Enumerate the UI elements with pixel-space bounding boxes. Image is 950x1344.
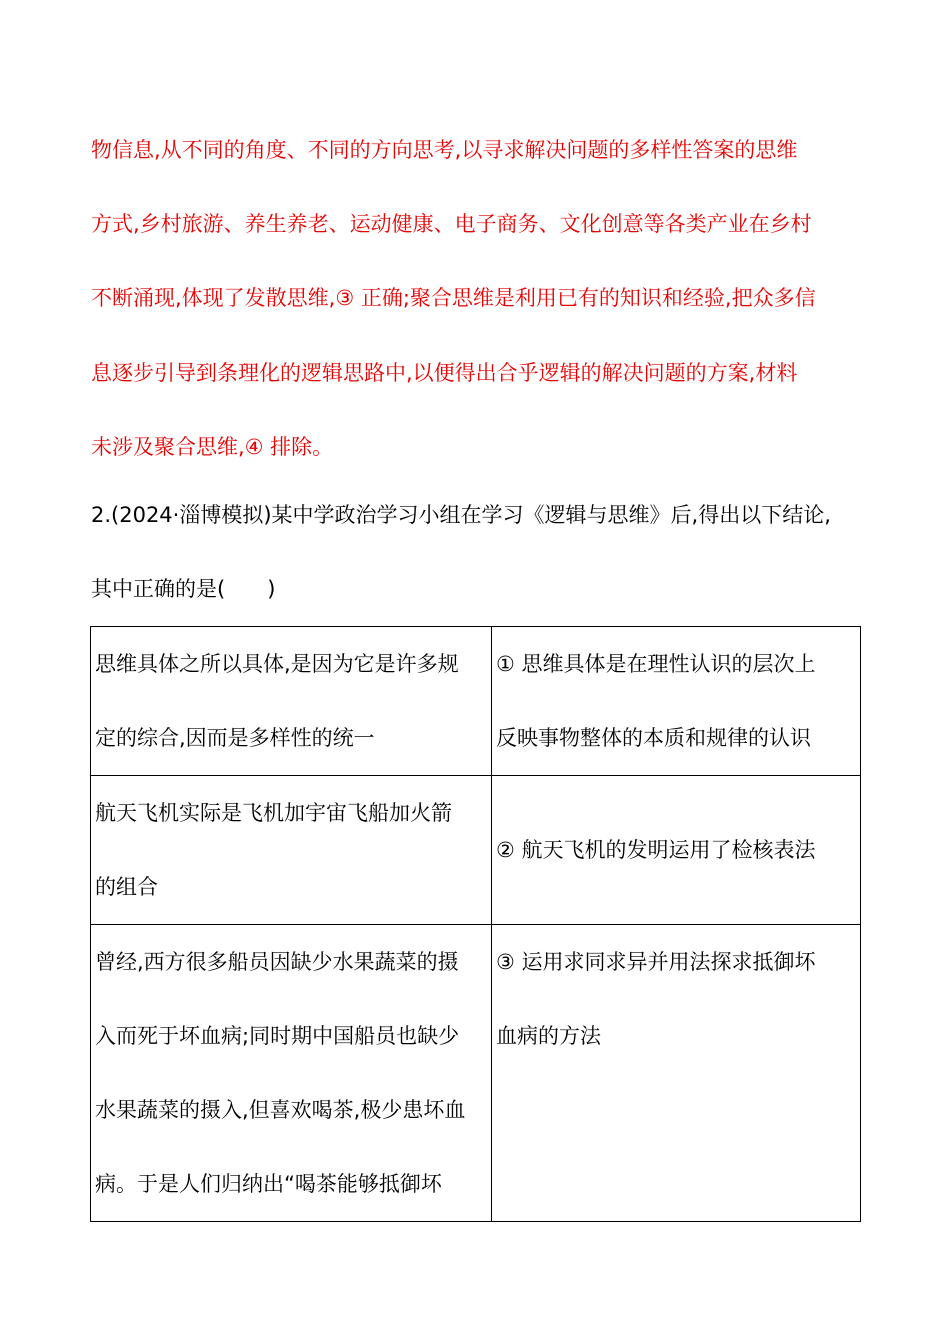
table-cell-left	[91, 627, 492, 776]
cell-text: 航天飞机实际是飞机加宇宙飞船加火箭	[95, 801, 452, 825]
cell-text: 病。于是人们归纳出“喝茶能够抵御坏	[95, 1172, 442, 1196]
cell-text: 反映事物整体的本质和规律的认识	[496, 726, 811, 750]
explanation-line: 方式,乡村旅游、养生养老、运动健康、电子商务、文化创意等各类产业在乡村	[91, 212, 812, 236]
cell-text: 的组合	[95, 875, 158, 899]
statement-table	[90, 626, 861, 1222]
table-cell-right	[492, 925, 861, 1222]
cell-text: 水果蔬菜的摄入,但喜欢喝茶,极少患坏血	[95, 1098, 466, 1122]
table-row	[91, 776, 861, 925]
cell-text: ② 航天飞机的发明运用了检核表法	[496, 838, 816, 862]
table-row	[91, 627, 861, 776]
table-cell-left	[91, 925, 492, 1222]
table-cell-right	[492, 627, 861, 776]
explanation-line: 未涉及聚合思维,④ 排除。	[91, 435, 334, 459]
table-row	[91, 925, 861, 1222]
question-stem-line2: 其中正确的是( )	[91, 577, 276, 601]
explanation-line: 息逐步引导到条理化的逻辑思路中,以便得出合乎逻辑的解决问题的方案,材料	[91, 361, 798, 385]
explanation-line: 不断涌现,体现了发散思维,③ 正确;聚合思维是利用已有的知识和经验,把众多信	[91, 286, 816, 310]
cell-text: 定的综合,因而是多样性的统一	[95, 726, 375, 750]
cell-text: 入而死于坏血病;同时期中国船员也缺少	[95, 1024, 460, 1048]
cell-text: ③ 运用求同求异并用法探求抵御坏	[496, 950, 816, 974]
table-cell-left	[91, 776, 492, 925]
cell-text: 思维具体之所以具体,是因为它是许多规	[95, 652, 459, 676]
cell-text: 曾经,西方很多船员因缺少水果蔬菜的摄	[95, 950, 459, 974]
cell-text: 血病的方法	[496, 1024, 601, 1048]
cell-text: ① 思维具体是在理性认识的层次上	[496, 652, 816, 676]
question-stem-line1: 2.(2024·淄博模拟)某中学政治学习小组在学习《逻辑与思维》后,得出以下结论,	[91, 503, 831, 527]
table-cell-right	[492, 776, 861, 925]
explanation-line: 物信息,从不同的角度、不同的方向思考,以寻求解决问题的多样性答案的思维	[91, 138, 798, 162]
